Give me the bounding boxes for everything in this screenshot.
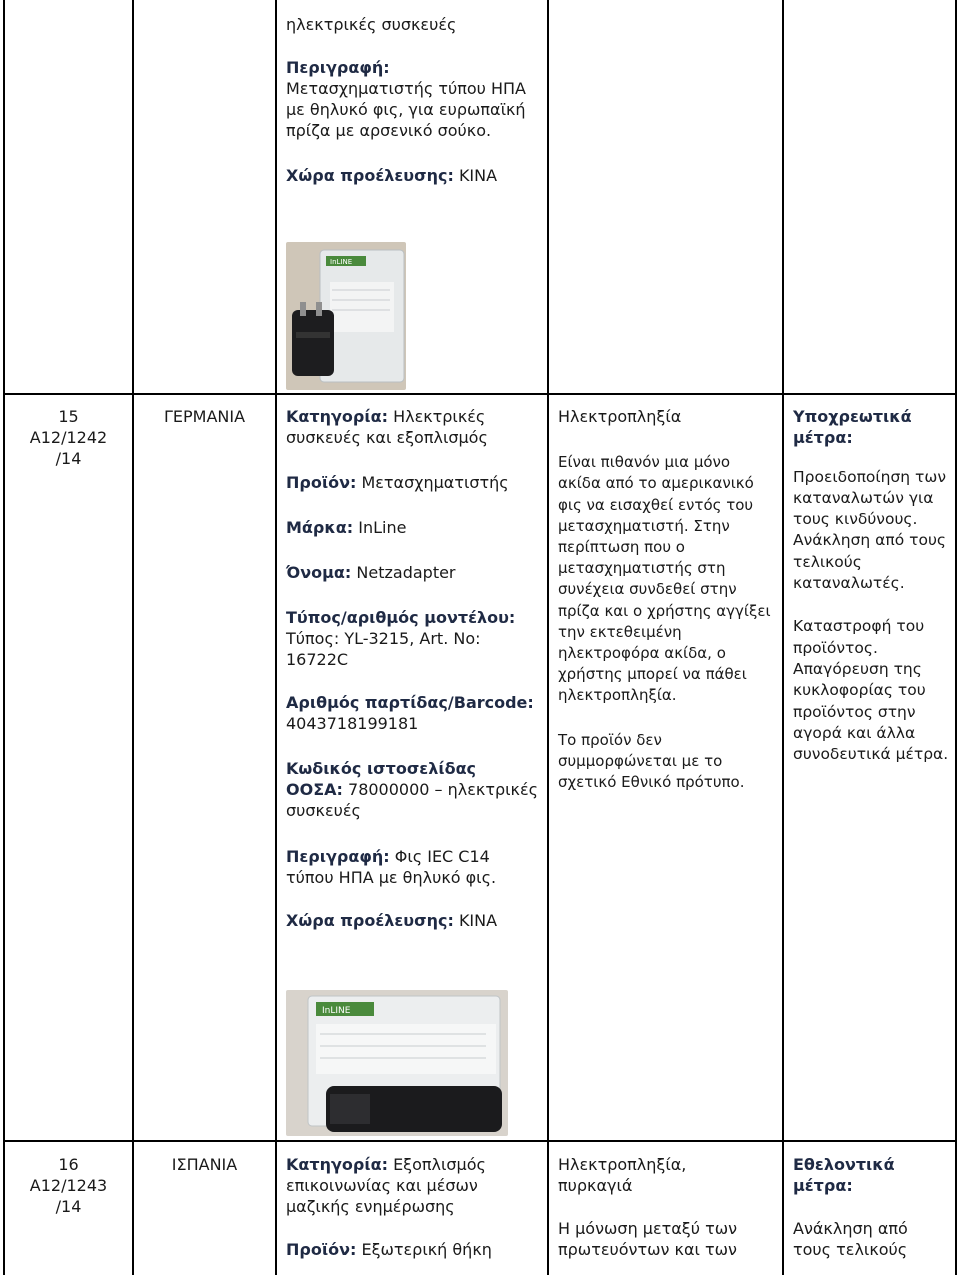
row16-measures-label: Εθελοντικά μέτρα: <box>793 1155 895 1195</box>
row15-risk-compliance: Το προϊόν δεν συμμορφώνεται με το σχετικό Εθνικό πρότυπο. <box>558 730 745 792</box>
row15-number-cell <box>5 406 132 469</box>
product-photo-adapter <box>286 242 406 390</box>
row15-name-value: Netzadapter <box>356 563 456 582</box>
row15-product-label: Προϊόν: <box>286 473 357 492</box>
row15-risk-type: Ηλεκτροπληξία <box>558 407 682 426</box>
row15-category-label: Κατηγορία: <box>286 407 388 426</box>
row15-number: 15 <box>58 407 79 426</box>
column-divider-2 <box>275 0 277 1275</box>
row16-category-label: Κατηγορία: <box>286 1155 388 1174</box>
row16-risk-block <box>558 1154 776 1260</box>
row15-batch-value: 4043718199181 <box>286 714 419 733</box>
top-origin-label: Χώρα προέλευσης: <box>286 166 454 185</box>
top-description-text: Μετασχηματιστής τύπου ΗΠΑ με θηλυκό φις, για ευρωπαϊκή πρίζα με αρσενικό σούκο. <box>286 79 526 140</box>
row16-measures-block <box>793 1154 949 1260</box>
row15-origin-value: ΚΙΝΑ <box>458 911 498 930</box>
row15-batch-label: Αριθμός παρτίδας/Barcode: <box>286 693 534 712</box>
row15-model-label: Τύπος/αριθμός μοντέλου: <box>286 608 516 627</box>
row15-product-value: Μετασχηματιστής <box>361 473 509 492</box>
row16-country: ΙΣΠΑΝΙΑ <box>171 1155 238 1174</box>
top-product-block <box>286 14 538 186</box>
photo-brand-logo: InLINE <box>330 258 353 266</box>
row16-risk-type: Ηλεκτροπληξία, πυρκαγιά <box>558 1155 687 1195</box>
row15-description-label: Περιγραφή: <box>286 847 390 866</box>
row16-product-block <box>286 1154 538 1260</box>
row15-code: A12/1242 <box>29 428 108 447</box>
row15-measures-2: Καταστροφή του προϊόντος. Απαγόρευση της κυκλοφορίας του προϊόντος στην αγορά και άλλα συνοδευτικά μέτρα. <box>793 617 949 764</box>
row16-measures-text: Ανάκληση από τους τελικούς <box>793 1219 908 1259</box>
row15-measures-block <box>793 406 949 765</box>
plug-photo-image <box>286 990 508 1136</box>
row15-risk-block <box>558 406 776 793</box>
row15-category-value: Ηλεκτρικές συσκευές και εξοπλισμός <box>286 407 488 447</box>
top-origin-value: ΚΙΝΑ <box>458 166 498 185</box>
top-description-label: Περιγραφή: <box>286 58 390 77</box>
row-divider-16 <box>3 1140 957 1142</box>
row15-measures-1: Προειδοποίηση των καταναλωτών για τους κινδύνους. Ανάκληση από τους τελικούς καταναλωτές. <box>793 467 947 593</box>
row16-year: /14 <box>55 1197 82 1216</box>
row15-description-value: Φις IEC C14 τύπου ΗΠΑ με θηλυκό φις. <box>286 847 497 887</box>
table-border-right <box>955 0 957 1275</box>
row15-measures-label: Υποχρεωτικά μέτρα: <box>793 407 912 448</box>
row-divider-15 <box>3 393 957 395</box>
product-photo-plug <box>286 990 508 1136</box>
photo-brand-logo-2: InLINE <box>322 1006 351 1016</box>
row15-product-block <box>286 406 538 931</box>
row15-name-label: Όνομα: <box>286 563 352 582</box>
table-border-left <box>3 0 5 1275</box>
row15-model-value: Τύπος: YL-3215, Art. No: 16722C <box>286 629 481 669</box>
row16-number: 16 <box>58 1155 79 1174</box>
adapter-photo-image <box>286 242 406 390</box>
column-divider-3 <box>547 0 549 1275</box>
row15-brand-value: InLine <box>358 518 407 537</box>
row15-origin-label: Χώρα προέλευσης: <box>286 911 454 930</box>
top-continuation-text: ηλεκτρικές συσκευές <box>286 15 457 34</box>
row16-product-label: Προϊόν: <box>286 1240 357 1259</box>
row16-number-cell <box>5 1154 132 1217</box>
row16-code: A12/1243 <box>29 1176 108 1195</box>
row15-oecd-value: 78000000 – ηλεκτρικές συσκευές <box>286 780 538 820</box>
row15-year: /14 <box>55 449 82 468</box>
row15-oecd-label: Κωδικός ιστοσελίδας ΟΟΣΑ: <box>286 759 477 799</box>
row16-risk-text: Η μόνωση μεταξύ των πρωτευόντων και των <box>558 1219 738 1259</box>
column-divider-1 <box>132 0 134 1275</box>
column-divider-4 <box>782 0 784 1275</box>
row15-risk-text: Είναι πιθανόν μια μόνο ακίδα από το αμερικανικό φις να εισαχθεί εντός του μετασχηματιστή. Στην περίπτωση που ο μετασχηματιστής στη συνέχεια συνδεθεί στην πρίζα και ο χρήστης αγγίξει την εκτεθειμένη ηλεκτροφόρα ακίδα, ο χρήστης μπορεί να πάθει ηλεκτροπληξία. <box>558 453 771 705</box>
row16-product-value: Εξωτερική θήκη <box>361 1240 492 1259</box>
row16-category-value: Εξοπλισμός επικοινωνίας και μέσων μαζικής ενημέρωσης <box>286 1155 486 1216</box>
row15-country: ΓΕΡΜΑΝΙΑ <box>163 407 246 426</box>
row15-brand-label: Μάρκα: <box>286 518 354 537</box>
